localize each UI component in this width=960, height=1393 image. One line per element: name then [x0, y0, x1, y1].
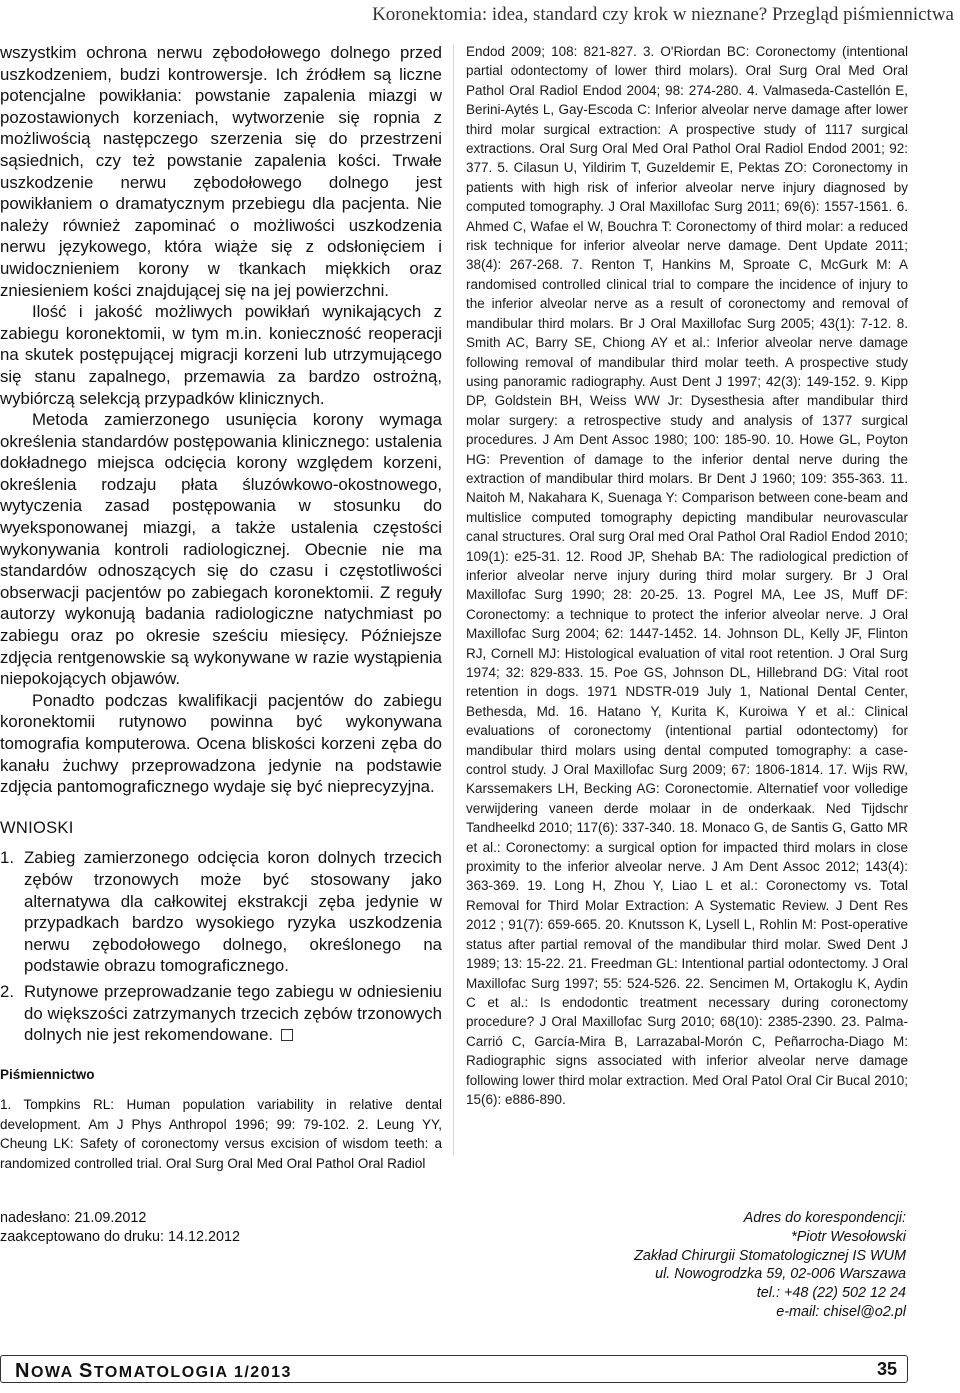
- street-address: ul. Nowogrodzka 59, 02-006 Warszawa: [655, 1266, 906, 1283]
- paragraph: Ilość i jakość możliwych powikłań wynikających z zabiegu koronektomii, w tym m.in. konieczność reoperacji na skutek postępującej migracji korzeni lub utrzymującego się stanu zapalnego, przemawia za bardzo ostrożną, wybiórczą selekcją przypadków klinicznych.: [0, 302, 442, 408]
- page-number: 35: [876, 1359, 897, 1379]
- running-head: Koronektomia: idea, standard czy krok w nieznane? Przegląd piśmiennictwa: [372, 4, 954, 25]
- phone: tel.: +48 (22) 502 12 24: [756, 1285, 906, 1302]
- correspondence-address: [634, 1209, 906, 1322]
- references-heading: Piśmiennictwo: [0, 1066, 95, 1082]
- accepted-date: zaakceptowano do druku: 14.12.2012: [0, 1228, 241, 1245]
- submission-dates: [0, 1209, 240, 1247]
- department: Zakład Chirurgii Stomatologicznej IS WUM: [634, 1247, 906, 1264]
- paragraph: Ponadto podczas kwalifikacji pacjentów do zabiegu koronektomii rutynowo powinna być wykonywana tomografia komputerowa. Ocena bliskości korzeni zęba do kanału żuchwy przeprowadzona jedynie na podstawie zdjęcia pantomograficznego wydaje się być nieprecyzyjna.: [0, 690, 442, 797]
- references-list-left: 1. Tompkins RL: Human population variability in relative dental development. Am J Phys Anthropol 1996; 99: 79-102. 2. Leung YY, Cheung LK: Safety of coronectomy versus excision of wisdom teeth: a randomized controlled trial. Oral Surg Oral Med Oral Pathol Oral Radiol: [0, 1097, 442, 1171]
- correspondence-heading: Adres do korespondencji:: [743, 1210, 906, 1226]
- conclusions-list: [0, 847, 442, 1045]
- page-footer: [0, 1355, 908, 1383]
- conclusion-item: [0, 981, 442, 1046]
- references-list-right: Endod 2009; 108: 821-827. 3. O'Riordan BC: Coronectomy (intentional partial odontectomy of lower third molars). Oral Surg Oral Med Oral Pathol Oral Radiol Endod 2004; 98: 274-280. 4. Valmaseda-Castellón E, Berini-Aytés L, Gay-Escoda C: Inferior alveolar nerve damage after lower third molar surgical extraction: A prospective study of 1117 surgical extractions. Oral Surg Oral Med Oral Pathol Oral Radiol Endod 2001; 92: 377. 5. Cilasun U, Yildirim T, Guzeldemir E, Pektas ZO: Coronectomy in patients with high risk of inferior alveolar nerve injury diagnosed by computed tomography. J Oral Maxillofac Surg 2011; 69(6): 1557-1561. 6. Ahmed C, Wafae el W, Bouchra T: Coronectomy of third molar: a reduced risk technique for inferior alveolar nerve damage. Dent Update 2011; 38(4): 267-268. 7. Renton T, Hankins M, Sproate C, McGurk M: A randomised controlled clinical trial to compare the incidence of injury to the inferior alveolar nerve as a result of coronectomy and removal of mandibular third molars. Br J Oral Maxillofac Surg 2005; 43(1): 7-12. 8. Smith AC, Barry SE, Chiong AY et al.: Inferior alveolar nerve damage following removal of mandibular third molar teeth. A prospective study using panoramic radiography. Aust Dent J 1997; 42(3): 149-152. 9. Kipp DP, Goldstein BH, Weiss WW Jr: Dysesthesia after mandibular third molar surgery: a retrospective study and analysis of 1377 surgical procedures. J Am Dent Assoc 1980; 100: 185-90. 10. Howe GL, Poyton HG: Prevention of damage to the inferior dental nerve during the extraction of mandibular third molars. Br Dent J 1960; 109: 355-363. 11. Naitoh M, Nakahara K, Suenaga Y: Comparison between cone-beam and multislice computed tomography depicting mandibular neurovascular canal structures. Oral surg Oral med Oral Pathol Oral Radiol Endod 2010; 109(1): e25-31. 12. Rood JP, Shehab BA: The radiological prediction of inferior alveolar nerve injury during third molar surgery. Br J Oral Maxillofac Surg 1990; 28: 20-25. 13. Pogrel MA, Lee JS, Muff DF: Coronectomy: a technique to protect the inferior alveolar nerve. J Oral Maxillofac Surg 2004; 62: 1447-1452. 14. Johnson DL, Kelly JF, Flinton RJ, Cornell MJ: Histological evaluation of vital root retention. J Oral Surg 1974; 32: 829-833. 15. Poe GS, Johnson DL, Hillebrand DG: Vital root retention in dogs. 1971 NDSTR-019 July 1, National Dental Center, Bethesda, Md. 16. Hatano Y, Kurita K, Kuroiwa Y et al.: Clinical evaluations of coronectomy (intentional partial odontectomy) for mandibular third molars using dental computed tomography: a case-control study. J Oral Maxillofac Surg 2009; 67: 1806-1814. 17. Wijs RW, Karssemakers LH, Becking AG: Coronectomie. Alternatief voor volledige verwijdering vaneen derde molaar in de onderkaak. Ned Tijdschr Tandheelkd 2010; 117(6): 337-340. 18. Monaco G, de Santis G, Gatto MR et al.: Coronectomy: a surgical option for impacted third molars in close proximity to the inferior alveolar nerve. J Am Dent Assoc 2012; 143(4): 363-369. 19. Long H, Zhou Y, Liao L et al.: Coronectomy vs. Total Removal for Third Molar Extraction: A Systematic Review. J Dent Res 2012 ; 91(7): 659-665. 20. Knutsson K, Lysell L, Rohlin M: Post-operative status after partial removal of the mandibular third molar. Swed Dent J 1989; 13: 15-22. 21. Freedman GL: Intentional partial odontectomy. J Oral Maxillofac Surg 1997; 55: 524-526. 22. Sencimen M, Ortakoglu K, Aydin C et al.: Is endodontic treatment necessary during coronectomy procedure? J Oral Maxillofac Surg 2010; 68(10): 2385-2390. 23. Palma-Carrió C, García-Mira B, Larrazabal-Morón C, Peñarrocha-Diago M: Radiographic signs associated with inferior alveolar nerve damage following lower third molar extraction. Med Oral Patol Oral Cir Bucal 2010; 15(6): e886-890.: [466, 44, 908, 1107]
- paragraph: wszystkim ochrona nerwu zębodołowego dolnego przed uszkodzeniem, budzi kontrowersje. Ich źródłem są liczne potencjalne powikłania: powstanie zapalenia miazgi w pozostawionych korzeniach, wytworzenie się ropnia z możliwością następczego szerzenia się do przestrzeni sąsiednich, czy też powstanie zapalenia kości. Trwałe uszkodzenie nerwu zębodołowego dolnego jest powikłaniem o dramatycznym przebiegu dla pacjenta. Nie należy również zapominać o możliwości uszkodzenia nerwu językowego, która wiąże się z odsłonięciem i uwidocznieniem korony w tkankach miękkich oraz zniesieniem kości znajdującej się na jej powierzchni.: [0, 43, 442, 300]
- author-name: *Piotr Wesołowski: [791, 1228, 906, 1245]
- journal-name: NOWA STOMATOLOGIA 1/2013: [15, 1360, 292, 1382]
- conclusion-item: [0, 847, 442, 977]
- end-of-article-mark: [281, 1029, 293, 1041]
- column-divider: [453, 45, 454, 1155]
- left-column: [0, 42, 442, 1173]
- email: e-mail: chisel@o2.pl: [776, 1303, 906, 1320]
- conclusion-number: 2.: [0, 981, 14, 1001]
- conclusion-text: Rutynowe przeprowadzanie tego zabiegu w odniesieniu do większości zatrzymanych trzecich zębów trzonowych dolnych nie jest rekomendowane.: [24, 981, 442, 1045]
- conclusion-text: Zabieg zamierzonego odcięcia koron dolnych trzecich zębów trzonowych może być stosowany jako alternatywa dla całkowitej ekstrakcji zęba jedynie w przypadkach bardzo wysokiego ryzyka uszkodzenia nerwu zębodołowego dolnego, określonego na podstawie obrazu tomograficznego.: [24, 848, 442, 976]
- paragraph: Metoda zamierzonego usunięcia korony wymaga określenia standardów postępowania klinicznego: ustalenia dokładnego miejsca odcięcia korony względem korzeni, określenia rodzaju płata śluzówkowo-okostnowego, wytyczenia zasad postępowania w stosunku do wyeksponowanej miazgi, a także ustalenia częstości wykonywania kontroli radiologicznej. Obecnie nie ma standardów odnoszących się do czasu i częstotliwości obserwacji pacjentów po zabiegach koronektomii. Z reguły autorzy wykonują badania radiologiczne natychmiast po zabiegu oraz po okresie sześciu miesięcy. Późniejsze zdjęcia rentgenowskie są wykonywane w razie wystąpienia niepokojących objawów.: [0, 410, 442, 689]
- received-date: nadesłano: 21.09.2012: [0, 1210, 147, 1226]
- conclusions-heading: WNIOSKI: [0, 818, 74, 837]
- conclusion-number: 1.: [0, 848, 14, 868]
